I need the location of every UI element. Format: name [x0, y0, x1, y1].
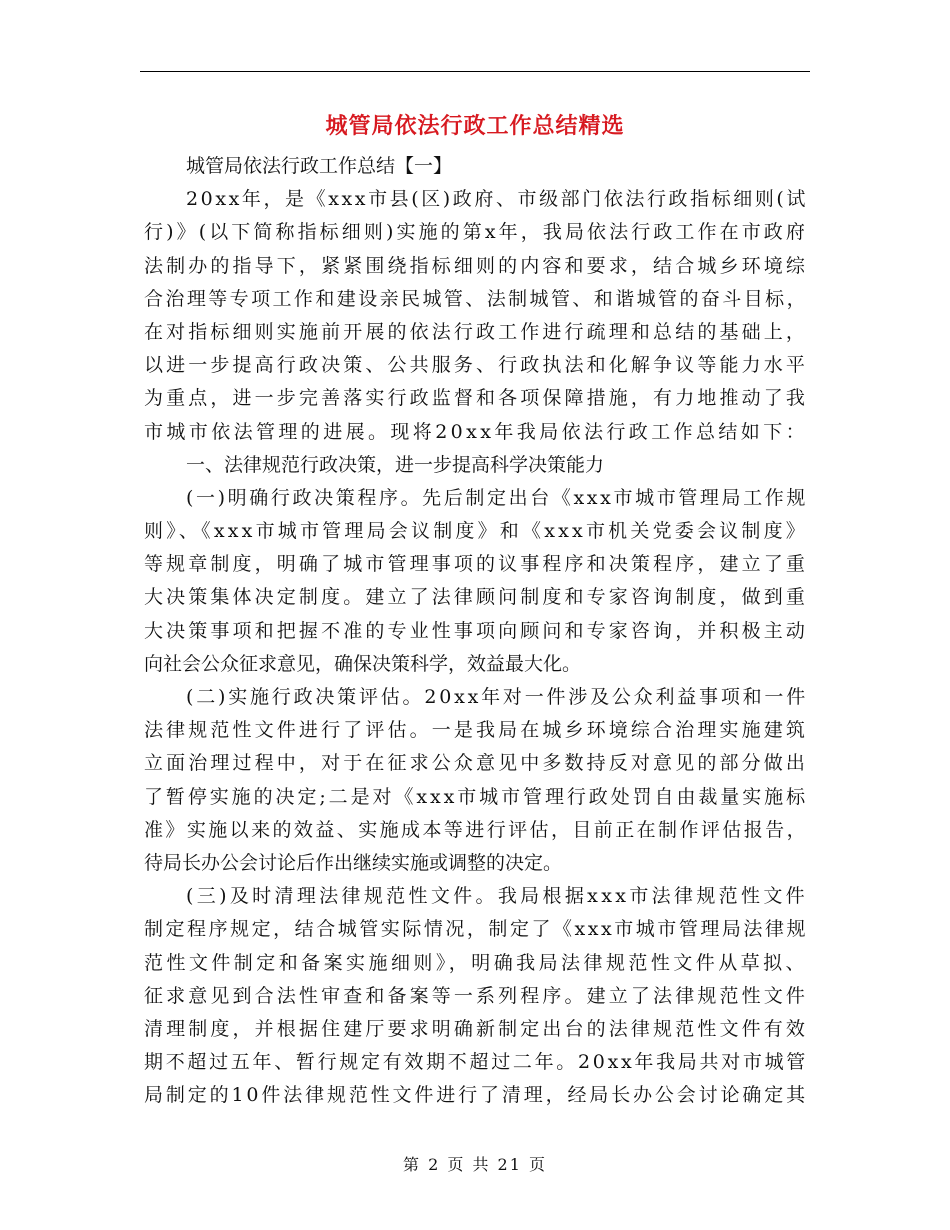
- text-line: 准》实施以来的效益、实施成本等进行评估，目前正在制作评估报告，: [144, 818, 808, 841]
- header-rule: [140, 71, 810, 72]
- text-line: 征求意见到合法性审查和备案等一系列程序。建立了法律规范性文件: [144, 984, 808, 1007]
- text-line: 在对指标细则实施前开展的依法行政工作进行疏理和总结的基础上，: [144, 320, 808, 343]
- text-line: 则》、《xxx市城市管理局会议制度》和《xxx市机关党委会议制度》: [144, 520, 808, 543]
- text-line: (一)明确行政决策程序。先后制定出台《xxx市城市管理局工作规: [186, 486, 808, 509]
- text-line: 制定程序规定，结合城管实际情况，制定了《xxx市城市管理局法律规: [144, 918, 808, 941]
- text-line: 了暂停实施的决定;二是对《xxx市城市管理行政处罚自由裁量实施标: [144, 785, 808, 808]
- text-line: 一、法律规范行政决策，进一步提高科学决策能力: [186, 453, 605, 476]
- text-line: 向社会公众征求意见，确保决策科学，效益最大化。: [144, 652, 582, 675]
- text-line: 以进一步提高行政决策、公共服务、行政执法和化解争议等能力水平: [144, 354, 808, 377]
- text-line: 立面治理过程中，对于在征求公众意见中多数持反对意见的部分做出: [144, 752, 808, 775]
- text-line: (二)实施行政决策评估。20xx年对一件涉及公众利益事项和一件: [186, 686, 808, 708]
- text-line: 局制定的10件法律规范性文件进行了清理，经局长办公会讨论确定其: [144, 1084, 808, 1107]
- text-line: 城管局依法行政工作总结【一】: [186, 155, 453, 177]
- text-line: 大决策事项和把握不准的专业性事项向顾问和专家咨询，并积极主动: [144, 619, 808, 642]
- document-body: [144, 150, 808, 1112]
- text-line: 待局长办公会讨论后作出继续实施或调整的决定。: [144, 851, 563, 874]
- text-line: 法律规范性文件进行了评估。一是我局在城乡环境综合治理实施建筑: [144, 719, 808, 742]
- text-line: 20xx年，是《xxx市县(区)政府、市级部门依法行政指标细则(试: [186, 188, 808, 211]
- text-line: 法制办的指导下，紧紧围绕指标细则的内容和要求，结合城乡环境综: [144, 254, 808, 277]
- text-line: 行)》(以下简称指标细则)实施的第x年，我局依法行政工作在市政府: [144, 221, 808, 244]
- text-line: (三)及时清理法律规范性文件。我局根据xxx市法律规范性文件: [186, 885, 808, 908]
- page-title: 城管局依法行政工作总结精选: [325, 113, 625, 139]
- text-line: 市城市依法管理的进展。现将20xx年我局依法行政工作总结如下：: [144, 420, 808, 443]
- text-line: 为重点，进一步完善落实行政监督和各项保障措施，有力地推动了我: [144, 387, 808, 410]
- text-line: 等规章制度，明确了城市管理事项的议事程序和决策程序，建立了重: [144, 553, 808, 576]
- page-number: 第 2 页 共 21 页: [403, 1155, 547, 1174]
- text-line: 范性文件制定和备案实施细则》，明确我局法律规范性文件从草拟、: [144, 951, 808, 974]
- text-line: 期不超过五年、暂行规定有效期不超过二年。20xx年我局共对市城管: [144, 1051, 808, 1074]
- text-line: 清理制度，并根据住建厅要求明确新制定出台的法律规范性文件有效: [144, 1017, 808, 1040]
- text-line: 大决策集体决定制度。建立了法律顾问制度和专家咨询制度，做到重: [144, 586, 808, 609]
- text-line: 合治理等专项工作和建设亲民城管、法制城管、和谐城管的奋斗目标，: [144, 287, 808, 310]
